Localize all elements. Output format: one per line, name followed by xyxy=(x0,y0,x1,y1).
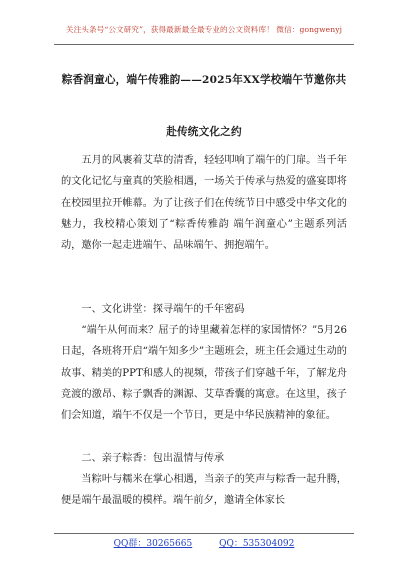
header-promo-text: 关注头条号“公文研究”，获得最新最全最专业的公文资料库！ 微信：gongwenyj xyxy=(65,25,343,34)
header-divider xyxy=(54,44,354,45)
parent-child-paragraph: 当粽叶与糯米在掌心相遇，当亲子的笑声与粽香一起升腾，便是端午最温暖的模样。端午前夕，邀请全体家长 xyxy=(61,474,347,507)
qq-contact-link[interactable]: QQ：535304092 xyxy=(219,539,295,549)
culture-lecture-paragraph: “端午从何而来？屈子的诗里藏着怎样的家国情怀？”5月26日起，各班将开启“端午知多少”主题班会，班主任会通过生动的故事、精美的PPT和感人的视频，带孩子们穿越千年，了解龙舟竞渡的激昂、粽子飘香的渊源、艾草香囊的寓意。在这里，孩子们会知道，端午不仅是一个节日，更是中华民族精神的象征。 xyxy=(61,325,347,422)
qq-group-link[interactable]: QQ群：30265665 xyxy=(113,539,193,549)
document-title-line-1: 粽香润童心，端午传雅韵——2025年XX学校端午节邀你共 xyxy=(61,74,347,86)
intro-paragraph: 五月的风裹着艾草的清香，轻轻叩响了端午的门扉。当千年的文化记忆与童真的笑脸相遇，一场关于传承与热爱的盛宴即将在校园里拉开帷幕。为了让孩子们在传统节日中感受中华文化的魅力，我校精心策划了“粽香传雅韵 端午润童心”主题系列活动，邀你一起走进端午、品味端午、拥抱端午。 xyxy=(61,155,347,252)
footer-contact xyxy=(0,536,408,549)
section-heading-culture-lecture: 一、文化讲堂：探寻端午的千年密码 xyxy=(81,304,245,315)
footer-divider xyxy=(54,533,354,534)
document-title-line-2: 赴传统文化之约 xyxy=(166,126,242,138)
section-heading-parent-child: 二、亲子粽香：包出温情与传承 xyxy=(81,453,225,464)
